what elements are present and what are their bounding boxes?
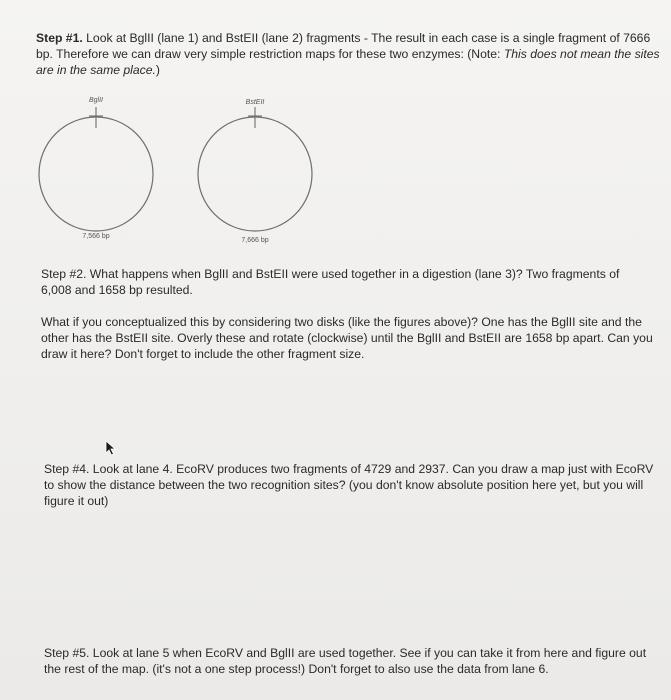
step1-note: This does not mean the sites are in the same place. [36,47,660,77]
bsteii-site-label: BstEII [245,99,265,106]
step1-lead: Step #1. [36,31,83,45]
bglii-plasmid-map [39,97,153,240]
step1-close: ) [155,63,160,77]
step5-paragraph: Step #5. Look at lane 5 when EcoRV and BglII are used together. See if you can take it from here and figure out the rest of the map. (it's not a one step process!) Don't forget to also use the data from lane 6. [44,646,647,676]
bglii-size-label: 7,566 bp [82,233,110,240]
bglii-plasmid-circle [39,117,153,231]
bsteii-plasmid-circle [198,117,312,231]
mouse-cursor-icon [104,440,118,456]
bsteii-size-label: 7,666 bp [241,237,269,244]
step2-paragraph: Step #2. What happens when BglII and BstEII were used together in a digestion (lane 3)? Two fragments of 6,008 and 1658 bp resulted. [41,267,620,297]
step1-paragraph [36,30,664,78]
step1-text: Look at BglII (lane 1) and BstEII (lane 2) fragments - The result in each case is a single fragment of 7666 bp. Therefore we can draw very simple restriction maps for these two enzymes: (Note: [36,31,651,61]
conceptualize-paragraph: What if you conceptualized this by considering two disks (like the figures above)? One has the BglII site and the other has the BstEII site. Overly these and rotate (clockwise) until the BglII and BstEII are 1658 bp apart. Can you draw it here? Don't forget to include the other fragment size. [41,315,653,361]
bglii-site-label: BglII [88,97,104,104]
plasmid-maps-figure [30,86,330,251]
step4-paragraph: Step #4. Look at lane 4. EcoRV produces two fragments of 4729 and 2937. Can you draw a map just with EcoRV to show the distance between the two recognition sites? (you don't know absolute position here yet, but you will figure it out) [44,462,654,508]
bsteii-plasmid-map [198,99,312,244]
